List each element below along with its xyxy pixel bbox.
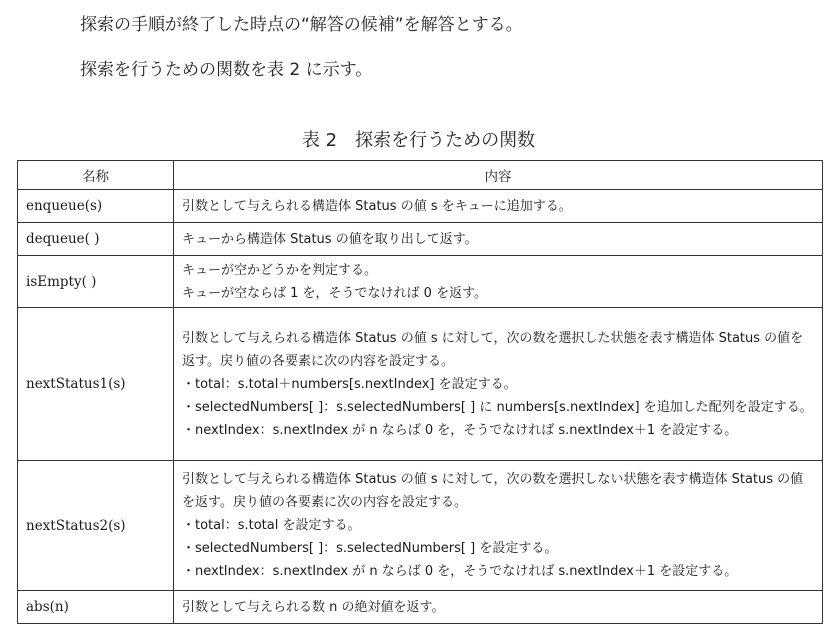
table-body xyxy=(18,190,823,624)
table-row xyxy=(18,223,823,256)
function-description xyxy=(174,461,823,591)
table-row xyxy=(18,591,823,624)
table-header-row xyxy=(18,161,823,190)
description-line: 引数として与えられる構造体 Status の値 s に対して，次の数を選択しない状態を表す構造体 Status の値を返す。戻り値の各要素に次の内容を設定する。 xyxy=(182,472,804,510)
description-line: キューが空ならば 1 を，そうでなければ 0 を返す。 xyxy=(182,285,488,301)
function-name: abs(n) xyxy=(18,591,174,624)
header-content: 内容 xyxy=(174,161,823,190)
description-bullet: ・selectedNumbers[ ]：s.selectedNumbers[ ] に numbers[s.nextIndex] を追加した配列を設定する。 xyxy=(182,399,813,415)
paragraph-table-intro: 探索を行うための関数を表 2 に示す。 xyxy=(80,60,373,80)
function-description xyxy=(174,256,823,308)
description-line: 引数として与えられる構造体 Status の値 s をキューに追加する。 xyxy=(182,198,572,214)
description-bullet: ・total：s.total＋numbers[s.nextIndex] を設定する。 xyxy=(182,376,517,392)
function-name: isEmpty( ) xyxy=(18,256,174,308)
function-description xyxy=(174,223,823,256)
function-table xyxy=(17,160,823,624)
function-name: enqueue(s) xyxy=(18,190,174,223)
table-row xyxy=(18,256,823,308)
description-bullet: ・total：s.total を設定する。 xyxy=(182,518,361,533)
description-line: 引数として与えられる構造体 Status の値 s に対して，次の数を選択した状態を表す構造体 Status の値を返す。戻り値の各要素に次の内容を設定する。 xyxy=(182,330,804,369)
function-description xyxy=(174,308,823,461)
table-row xyxy=(18,461,823,591)
function-name: nextStatus2(s) xyxy=(18,461,174,591)
table-row xyxy=(18,190,823,223)
paragraph-answer-note: 探索の手順が終了した時点の“解答の候補”を解答とする。 xyxy=(80,15,523,35)
function-name: dequeue( ) xyxy=(18,223,174,256)
function-description xyxy=(174,591,823,624)
description-line: 引数として与えられる数 n の絶対値を返す。 xyxy=(182,599,445,615)
description-line: キューが空かどうかを判定する。 xyxy=(182,262,378,278)
table-caption: 表 2 探索を行うための関数 xyxy=(301,130,536,151)
description-line: キューから構造体 Status の値を取り出して返す。 xyxy=(182,231,478,247)
function-name: nextStatus1(s) xyxy=(18,308,174,461)
description-bullet: ・nextIndex：s.nextIndex が n ならば 0 を，そうでなければ s.nextIndex＋1 を設定する。 xyxy=(182,564,738,579)
description-bullet: ・nextIndex：s.nextIndex が n ならば 0 を，そうでなければ s.nextIndex＋1 を設定する。 xyxy=(182,422,738,438)
header-name: 名称 xyxy=(18,161,174,190)
table-row xyxy=(18,308,823,461)
function-description xyxy=(174,190,823,223)
description-bullet: ・selectedNumbers[ ]：s.selectedNumbers[ ] を設定する。 xyxy=(182,541,558,556)
